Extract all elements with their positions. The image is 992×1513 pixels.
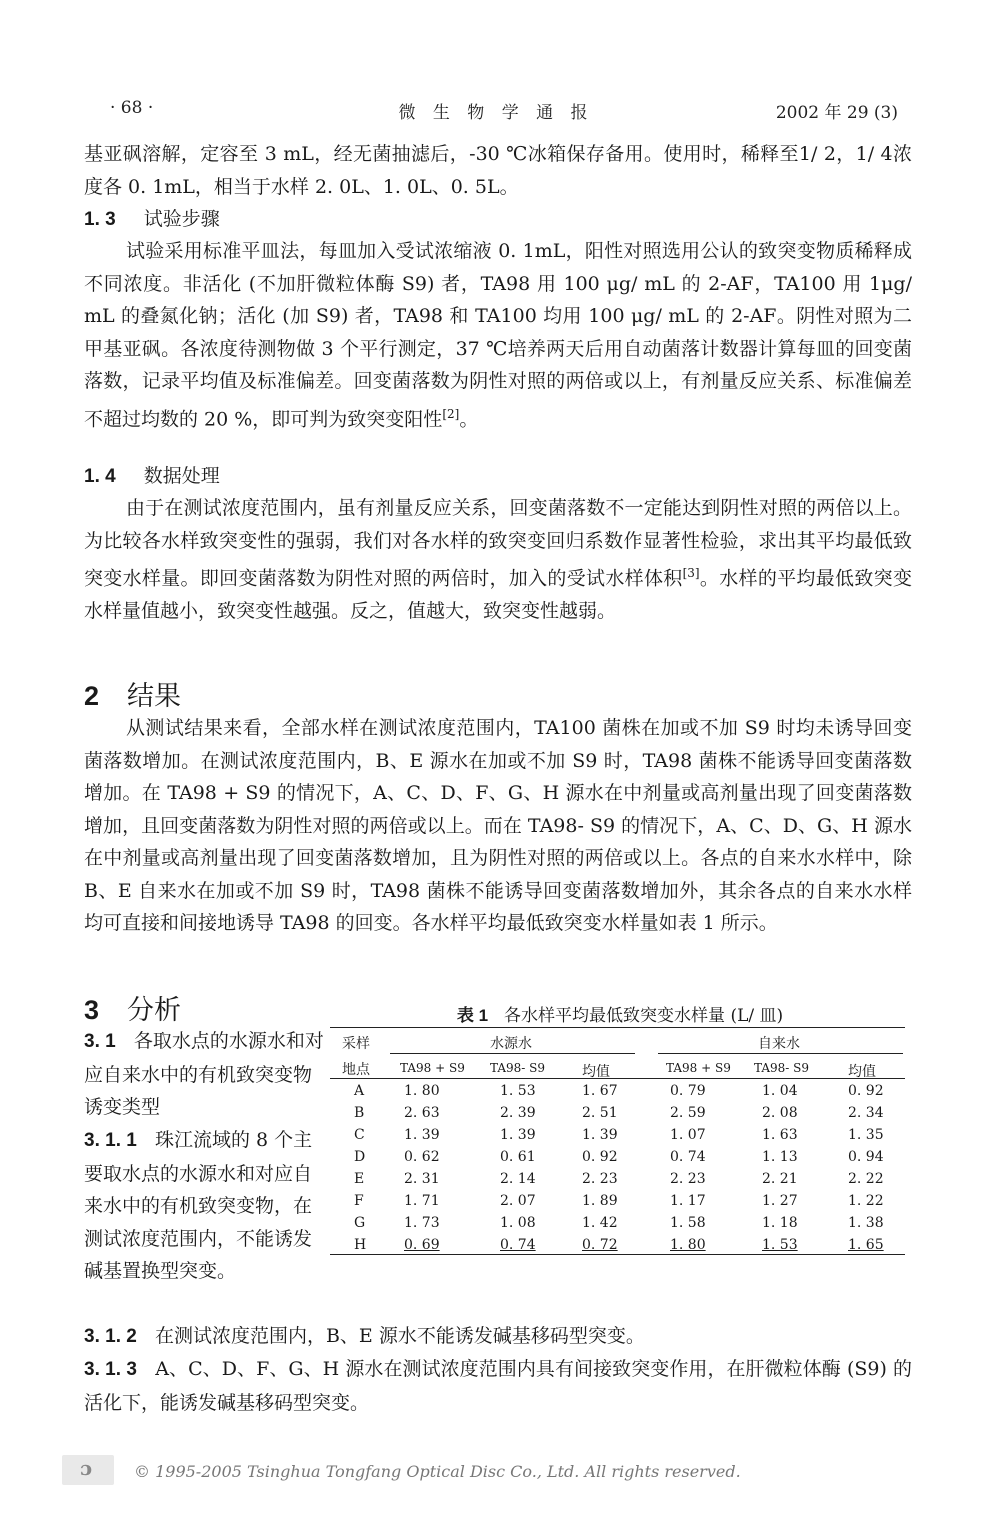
table-cell-value: 2. 59 <box>670 1105 706 1121</box>
subsection-text: A、C、D、F、G、H 源水在测试浓度范围内具有间接致突变作用，在肝微粒体酶 (S9) 的活化下，能诱发碱基移码型突变。 <box>84 1358 912 1414</box>
header-site-bottom: 地点 <box>342 1062 370 1078</box>
table-cell-value: 1. 22 <box>848 1193 884 1209</box>
table-cell-value: 2. 21 <box>762 1171 798 1187</box>
section-3-heading <box>84 988 181 1027</box>
table-cell-site: F <box>354 1193 364 1209</box>
table-top-rule <box>330 1027 905 1028</box>
table-1 <box>330 1027 910 1257</box>
table-cell-value: 1. 65 <box>848 1237 884 1253</box>
table-cell-value: 2. 08 <box>762 1105 798 1121</box>
paragraph-results: 从测试结果来看，全部水样在测试浓度范围内，TA100 菌株在加或不加 S9 时均未诱导回变菌落数增加。在测试浓度范围内，B、E 源水在加或不加 S9 时，TA98 菌株不能诱导回变菌落数增加。在 TA98 + S9 的情况下，A、C、D、F、G、H 源水在中剂量或高剂量出现了回变菌落数增加，且回变菌落数为阴性对照的两倍或以上。而在 TA98- S9 的情况下，A、C、D、G、H 源水在中剂量或高剂量出现了回变菌落数增加，且为阴性对照的两倍或以上。各点的自来水水样中，除 B、E 自来水在加或不加 S9 时，TA98 菌株不能诱导回变菌落数增加外，其余各点的自来水水样均可直接和间接地诱导 TA98 的回变。各水样平均最低致突变水样量如表 1 所示。 <box>84 717 912 934</box>
table-cell-value: 0. 72 <box>582 1237 618 1253</box>
table-cell-site: D <box>354 1149 366 1165</box>
table-cell-value: 2. 51 <box>582 1105 618 1121</box>
group-rule-tap <box>658 1053 903 1054</box>
table-cell-value: 0. 61 <box>500 1149 536 1165</box>
table-cell-value: 0. 62 <box>404 1149 440 1165</box>
paragraph-end: 。 <box>459 407 479 430</box>
copyright-footer: © 1995-2005 Tsinghua Tongfang Optical Disc Co., Ltd. All rights reserved. <box>134 1462 741 1481</box>
table-cell-value: 1. 80 <box>404 1083 440 1099</box>
paragraph-text-end: 。水样的平均最低致突变水样量值越小，致突变性越强。反之，值越大，致突变性越弱。 <box>84 567 912 622</box>
paragraph-text: 试验采用标准平皿法，每皿加入受试浓缩液 0. 1mL，阳性对照选用公认的致突变物质稀释成不同浓度。非活化 (不加肝微粒体酶 S9) 者，TA98 用 100 μg/ mL 的 2-AF，TA100 用 1μg/ mL 的叠氮化钠；活化 (加 S9) 者，TA98 和 TA100 均用 100 μg/ mL 的 2-AF。阴性对照为二甲基亚砜。各浓度待测物做 3 个平行测定，37 ℃培养两天后用自动菌落计数器计算每皿的回变菌落数，记录平均值及标准偏差。回变菌落数为阴性对照的两倍或以上，有剂量反应关系、标准偏差不超过均数的 20 %，即可判为致突变阳性 <box>84 240 912 430</box>
table-cell-value: 1. 04 <box>762 1083 798 1099</box>
citation-ref: [3] <box>682 566 700 580</box>
table-cell-value: 1. 58 <box>670 1215 706 1231</box>
subsection-title: 数据处理 <box>143 465 220 487</box>
subsection-number: 1. 4 <box>84 466 116 487</box>
paragraph-text: 由于在测试浓度范围内，虽有剂量反应关系，回变菌落数不一定能达到阴性对照的两倍以上。为比较各水样致突变性的强弱，我们对各水样的致突变回归系数作显著性检验，求出其平均最低致突变水样量。即回变菌落数为阴性对照的两倍时，加入的受试水样体积 <box>84 497 912 590</box>
table-cell-value: 0. 92 <box>848 1083 884 1099</box>
page-number: · 68 · <box>110 98 154 118</box>
citation-ref: [2] <box>442 406 460 421</box>
table-cell-value: 1. 39 <box>582 1127 618 1143</box>
journal-title: 微 生 物 学 通 报 <box>398 103 594 123</box>
col-header: TA98- S9 <box>490 1061 546 1075</box>
table-cell-value: 1. 63 <box>762 1127 798 1143</box>
subsection-3-1-1 <box>84 1124 324 1288</box>
header-bottom-rule <box>330 1078 905 1079</box>
table-cell-value: 2. 23 <box>670 1171 706 1187</box>
subsection-text: 珠江流域的 8 个主要取水点的水源水和对应自来水中的有机致突变物，在测试浓度范围内，不能诱发碱基置换型突变。 <box>84 1129 313 1282</box>
section-2-heading <box>84 674 181 713</box>
col-header: TA98 + S9 <box>400 1061 465 1075</box>
table-cell-value: 1. 73 <box>404 1215 440 1231</box>
subsection-3-1-3 <box>84 1353 912 1419</box>
paragraph-continued: 基亚砜溶解，定容至 3 mL，经无菌抽滤后，-30 ℃冰箱保存备用。使用时，稀释至1/ 2，1/ 4浓度各 0. 1mL，相当于水样 2. 0L、1. 0L、0. 5L。 <box>84 143 912 198</box>
table-cell-value: 1. 53 <box>500 1083 536 1099</box>
table-cell-value: 1. 07 <box>670 1127 706 1143</box>
col-header: 均值 <box>848 1064 876 1080</box>
table-cell-value: 1. 27 <box>762 1193 798 1209</box>
table-cell-value: 1. 89 <box>582 1193 618 1209</box>
col-header: TA98- S9 <box>754 1061 810 1075</box>
table-cell-value: 2. 23 <box>582 1171 618 1187</box>
table-cell-value: 1. 53 <box>762 1237 798 1253</box>
table-cell-value: 1. 42 <box>582 1215 618 1231</box>
table-cell-value: 2. 34 <box>848 1105 884 1121</box>
table-cell-site: G <box>354 1215 366 1231</box>
section-title: 分析 <box>127 995 182 1026</box>
table-caption <box>330 1001 910 1026</box>
table-cell-value: 1. 71 <box>404 1193 440 1209</box>
subsection-number: 3. 1. 2 <box>84 1326 137 1347</box>
subsection-number: 3. 1. 3 <box>84 1359 137 1380</box>
table-cell-value: 2. 14 <box>500 1171 536 1187</box>
subsection-number: 1. 3 <box>84 209 116 230</box>
table-cell-value: 1. 38 <box>848 1215 884 1231</box>
table-cell-value: 1. 39 <box>500 1127 536 1143</box>
table-cell-site: H <box>354 1237 367 1253</box>
table-bottom-rule <box>330 1254 905 1255</box>
table-cell-site: A <box>354 1083 365 1099</box>
table-cell-value: 0. 74 <box>670 1149 706 1165</box>
table-cell-value: 1. 13 <box>762 1149 798 1165</box>
issue-info: 2002 年 29 (3) <box>775 103 898 123</box>
table-cell-value: 1. 17 <box>670 1193 706 1209</box>
section-title: 结果 <box>127 681 182 712</box>
paragraph-data-processing <box>84 492 912 627</box>
table-cell-site: C <box>354 1127 365 1143</box>
table-cell-value: 2. 07 <box>500 1193 536 1209</box>
table-caption-text: 各水样平均最低致突变水样量 (L/ 皿) <box>504 1006 784 1026</box>
publisher-logo <box>62 1455 114 1485</box>
table-cell-value: 1. 67 <box>582 1083 618 1099</box>
subsection-number: 3. 1 <box>84 1031 116 1052</box>
subsection-3-1-2 <box>84 1320 912 1354</box>
table-cell-value: 2. 22 <box>848 1171 884 1187</box>
table-cell-site: E <box>354 1171 365 1187</box>
group-rule-source <box>390 1053 635 1054</box>
col-header: TA98 + S9 <box>666 1061 731 1075</box>
subsection-text: 在测试浓度范围内，B、E 源水不能诱发碱基移码型突变。 <box>154 1325 645 1347</box>
subsection-title: 试验步骤 <box>143 208 220 230</box>
table-cell-site: B <box>354 1105 365 1121</box>
table-cell-value: 2. 63 <box>404 1105 440 1121</box>
subsection-3-1 <box>84 1025 324 1124</box>
table-label: 表 1 <box>456 1006 489 1025</box>
subsection-1-3-heading <box>84 204 220 231</box>
subsection-number: 3. 1. 1 <box>84 1130 137 1151</box>
table-cell-value: 2. 39 <box>500 1105 536 1121</box>
table-cell-value: 0. 79 <box>670 1083 706 1099</box>
table-cell-value: 0. 69 <box>404 1237 440 1253</box>
table-cell-value: 1. 39 <box>404 1127 440 1143</box>
table-cell-value: 0. 94 <box>848 1149 884 1165</box>
subsection-1-4-heading <box>84 461 220 488</box>
paragraph-test-procedure <box>84 235 912 435</box>
header-group-tap: 自来水 <box>758 1036 800 1052</box>
header-group-source: 水源水 <box>490 1036 532 1052</box>
section-number: 2 <box>84 681 100 711</box>
col-header: 均值 <box>582 1064 610 1080</box>
table-cell-value: 1. 80 <box>670 1237 706 1253</box>
table-cell-value: 1. 08 <box>500 1215 536 1231</box>
subsection-text: 各取水点的水源水和对应自来水中的有机致突变物诱变类型 <box>84 1030 324 1118</box>
table-cell-value: 1. 35 <box>848 1127 884 1143</box>
table-cell-value: 1. 18 <box>762 1215 798 1231</box>
section-number: 3 <box>84 995 100 1025</box>
logo-mark: ɔ <box>80 1456 93 1480</box>
table-cell-value: 0. 74 <box>500 1237 536 1253</box>
header-site-top: 采样 <box>342 1036 370 1052</box>
table-cell-value: 2. 31 <box>404 1171 440 1187</box>
table-cell-value: 0. 92 <box>582 1149 618 1165</box>
